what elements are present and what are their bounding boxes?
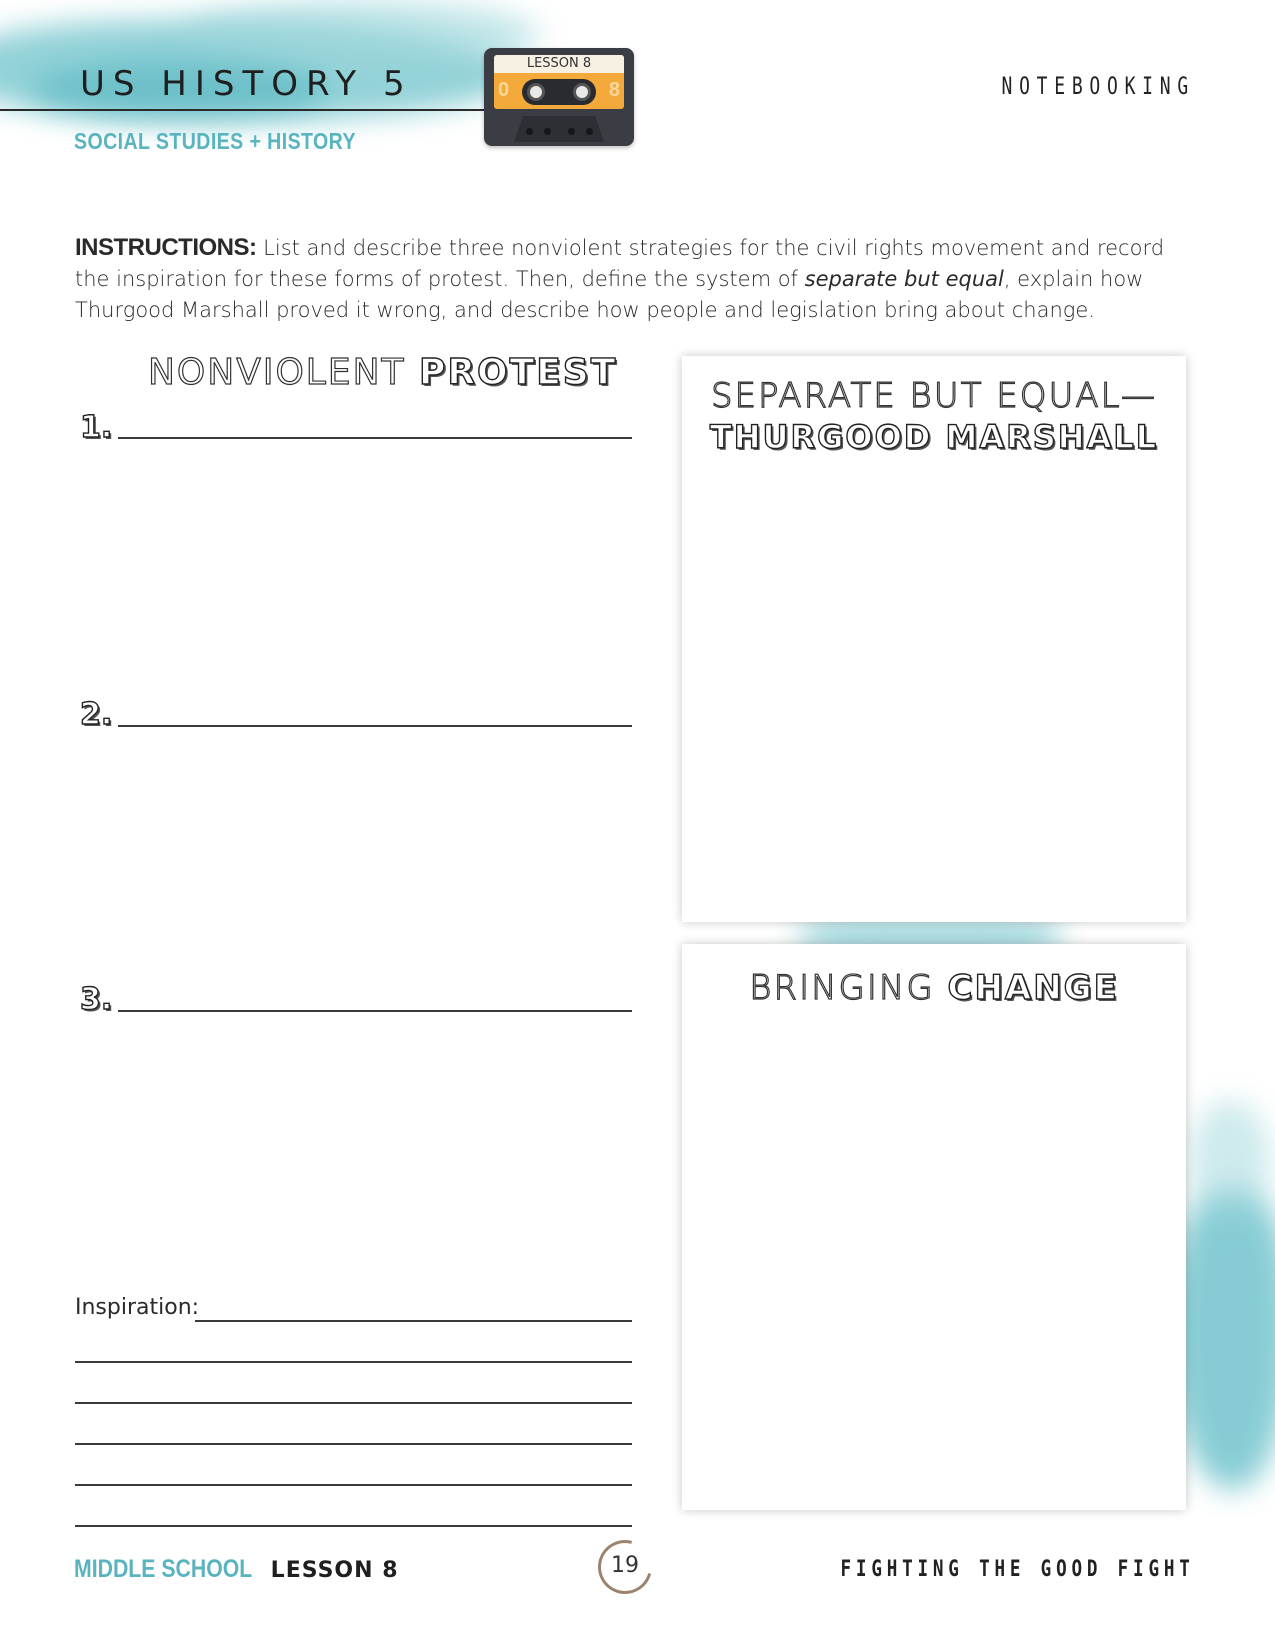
subject-label: SOCIAL STUDIES + HISTORY xyxy=(74,128,356,154)
protest-item-1-line[interactable] xyxy=(118,437,632,439)
protest-item-3-line[interactable] xyxy=(118,1010,632,1012)
inspiration-line[interactable] xyxy=(75,1361,632,1363)
section-label: NOTEBOOKING xyxy=(1001,72,1195,100)
separate-but-equal-card[interactable] xyxy=(682,356,1186,922)
instructions-emphasis: separate but equal xyxy=(804,267,1004,291)
inspiration-line[interactable] xyxy=(75,1525,632,1527)
protest-heading xyxy=(148,352,617,393)
instructions xyxy=(75,232,1205,326)
cassette-reel-icon xyxy=(573,83,591,101)
footer-grade-lesson xyxy=(74,1555,399,1584)
instructions-lead: INSTRUCTIONS: xyxy=(75,234,257,261)
protest-item-number: 3. xyxy=(80,982,113,1017)
bringing-change-heading-light: BRINGING xyxy=(749,968,948,1008)
thurgood-marshall-heading xyxy=(682,418,1186,456)
bringing-change-heading xyxy=(682,968,1186,1008)
footer-grade: MIDDLE SCHOOL xyxy=(74,1555,253,1583)
protest-heading-light: NONVIOLENT xyxy=(148,352,419,393)
watercolor-splash-right-light xyxy=(1190,1100,1270,1220)
thurgood-marshall-heading-bold: THURGOOD MARSHALL xyxy=(709,418,1159,456)
inspiration-line[interactable] xyxy=(75,1443,632,1445)
protest-item-number: 2. xyxy=(80,697,113,732)
inspiration-line[interactable] xyxy=(195,1320,632,1322)
course-title: US HISTORY 5 xyxy=(80,64,413,104)
separate-but-equal-heading xyxy=(682,376,1186,416)
footer-lesson: LESSON 8 xyxy=(270,1558,399,1583)
cassette-reel-icon xyxy=(527,83,545,101)
page-number: 19 xyxy=(611,1553,639,1578)
cassette-tape-icon xyxy=(484,48,634,146)
cassette-window xyxy=(522,79,596,105)
protest-item-number: 1. xyxy=(80,410,113,445)
bringing-change-heading-bold: CHANGE xyxy=(947,968,1119,1008)
header-rule xyxy=(0,109,495,111)
separate-but-equal-heading-light: SEPARATE BUT EQUAL— xyxy=(710,376,1158,416)
cassette-label-text: LESSON 8 xyxy=(526,56,592,71)
protest-item-2-line[interactable] xyxy=(118,725,632,727)
bringing-change-card[interactable] xyxy=(682,944,1186,1510)
inspiration-label: Inspiration: xyxy=(75,1295,200,1320)
cassette-label xyxy=(494,55,624,109)
cassette-digit-right: 8 xyxy=(608,79,620,101)
footer-unit-title: FIGHTING THE GOOD FIGHT xyxy=(840,1557,1195,1582)
cassette-digit-left: 0 xyxy=(498,79,510,101)
protest-heading-bold: PROTEST xyxy=(418,352,618,393)
instructions-text-2: , explain how Thurgood Marshall proved it wrong, and describe how people and legislation bring about change. xyxy=(75,267,1144,322)
inspiration-line[interactable] xyxy=(75,1484,632,1486)
inspiration-line[interactable] xyxy=(75,1402,632,1404)
instructions-text-1: List and describe three nonviolent strategies for the civil rights movement and record the inspiration for these forms of protest. Then, define the system of xyxy=(75,236,1165,291)
